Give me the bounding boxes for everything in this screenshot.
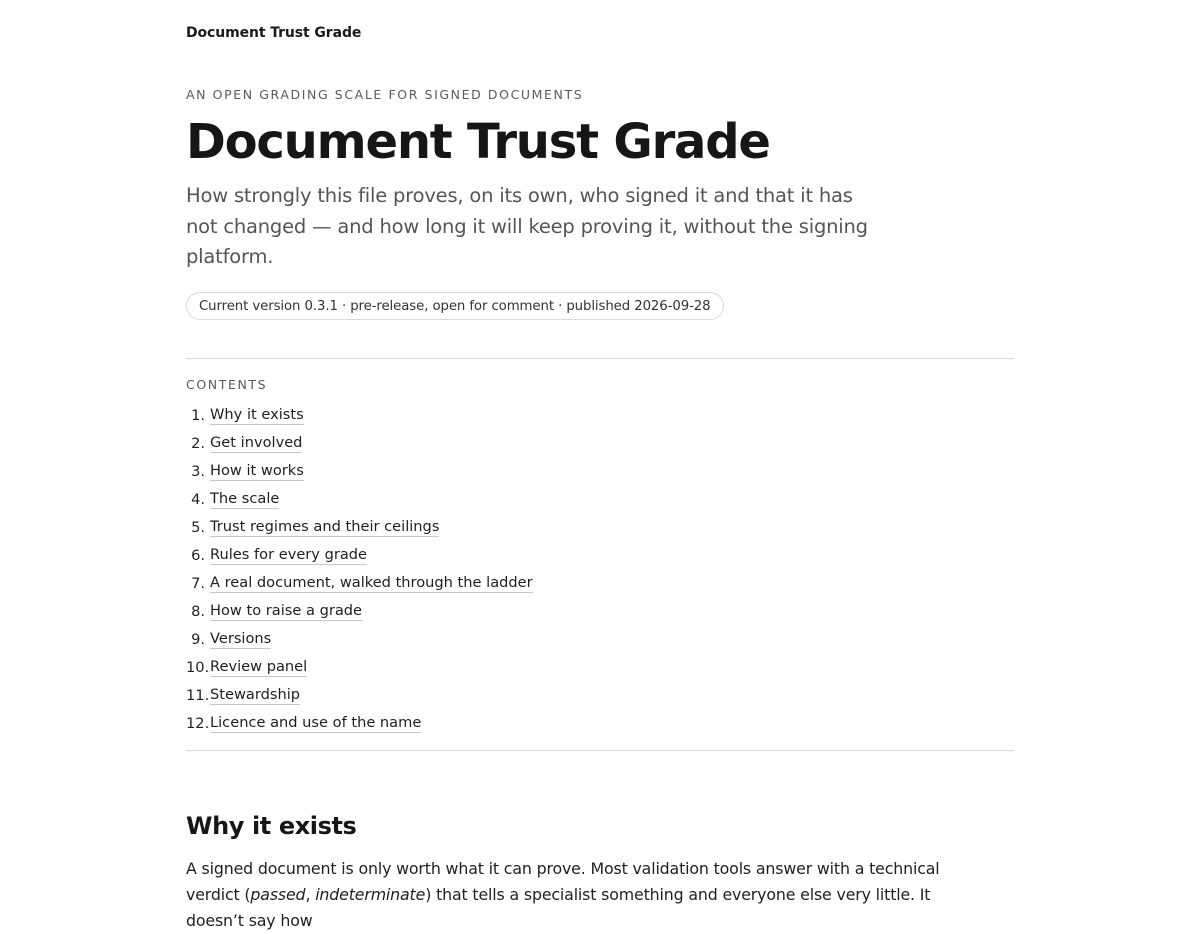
body-emphasis: passed xyxy=(250,885,306,904)
hero-subtitle: How strongly this file proves, on its own, who signed it and that it has not changed — and how long it will keep proving it, without the signing platform. xyxy=(186,184,868,268)
table-of-contents xyxy=(186,358,1014,751)
toc-item-number: 5. xyxy=(191,519,205,536)
toc-link-licence[interactable]: Licence and use of the name xyxy=(210,714,422,731)
toc-item-number: 11. xyxy=(186,687,210,704)
toc-link-real-document[interactable]: A real document, walked through the ladder xyxy=(210,574,533,591)
toc-link-trust-regimes[interactable]: Trust regimes and their ceilings xyxy=(210,518,440,535)
toc-link-review-panel[interactable]: Review panel xyxy=(210,658,308,675)
toc-heading: CONTENTS xyxy=(186,377,268,392)
toc-item-number: 12. xyxy=(186,715,210,732)
toc-item-number: 7. xyxy=(191,575,205,592)
body-emphasis: indeterminate xyxy=(315,885,426,904)
toc-link-get-involved[interactable]: Get involved xyxy=(210,434,303,451)
toc-link-the-scale[interactable]: The scale xyxy=(210,490,280,507)
toc-item-number: 4. xyxy=(191,491,205,508)
body-text: A signed document is only worth what it can prove. Most validation tools answer with a technical verdict ( xyxy=(186,859,940,904)
body-text: , xyxy=(305,885,316,904)
toc-link-why-it-exists[interactable]: Why it exists xyxy=(210,406,304,423)
toc-item-number: 1. xyxy=(191,407,205,424)
toc-item-number: 3. xyxy=(191,463,205,480)
section-title-why-it-exists: Why it exists xyxy=(186,812,357,840)
hero-eyebrow: AN OPEN GRADING SCALE FOR SIGNED DOCUMENTS xyxy=(186,87,584,102)
site-title[interactable]: Document Trust Grade xyxy=(186,25,362,41)
toc-item-number: 6. xyxy=(191,547,205,564)
version-badge: Current version 0.3.1 · pre-release, open for comment · published 2026-09-28 xyxy=(186,292,724,320)
body-text: ) that tells a specialist something and everyone else very little. It doesn’t say how xyxy=(186,885,931,930)
toc-item-number: 10. xyxy=(186,659,210,676)
toc-link-rules-for-every-grade[interactable]: Rules for every grade xyxy=(210,546,368,563)
toc-link-versions[interactable]: Versions xyxy=(210,630,272,647)
toc-item-number: 2. xyxy=(191,435,205,452)
toc-item-number: 9. xyxy=(191,631,205,648)
toc-link-stewardship[interactable]: Stewardship xyxy=(210,686,301,703)
section-body-why-it-exists xyxy=(186,856,986,934)
toc-link-raise-a-grade[interactable]: How to raise a grade xyxy=(210,602,363,619)
page-title: Document Trust Grade xyxy=(186,114,770,170)
toc-link-how-it-works[interactable]: How it works xyxy=(210,462,304,479)
toc-item-number: 8. xyxy=(191,603,205,620)
